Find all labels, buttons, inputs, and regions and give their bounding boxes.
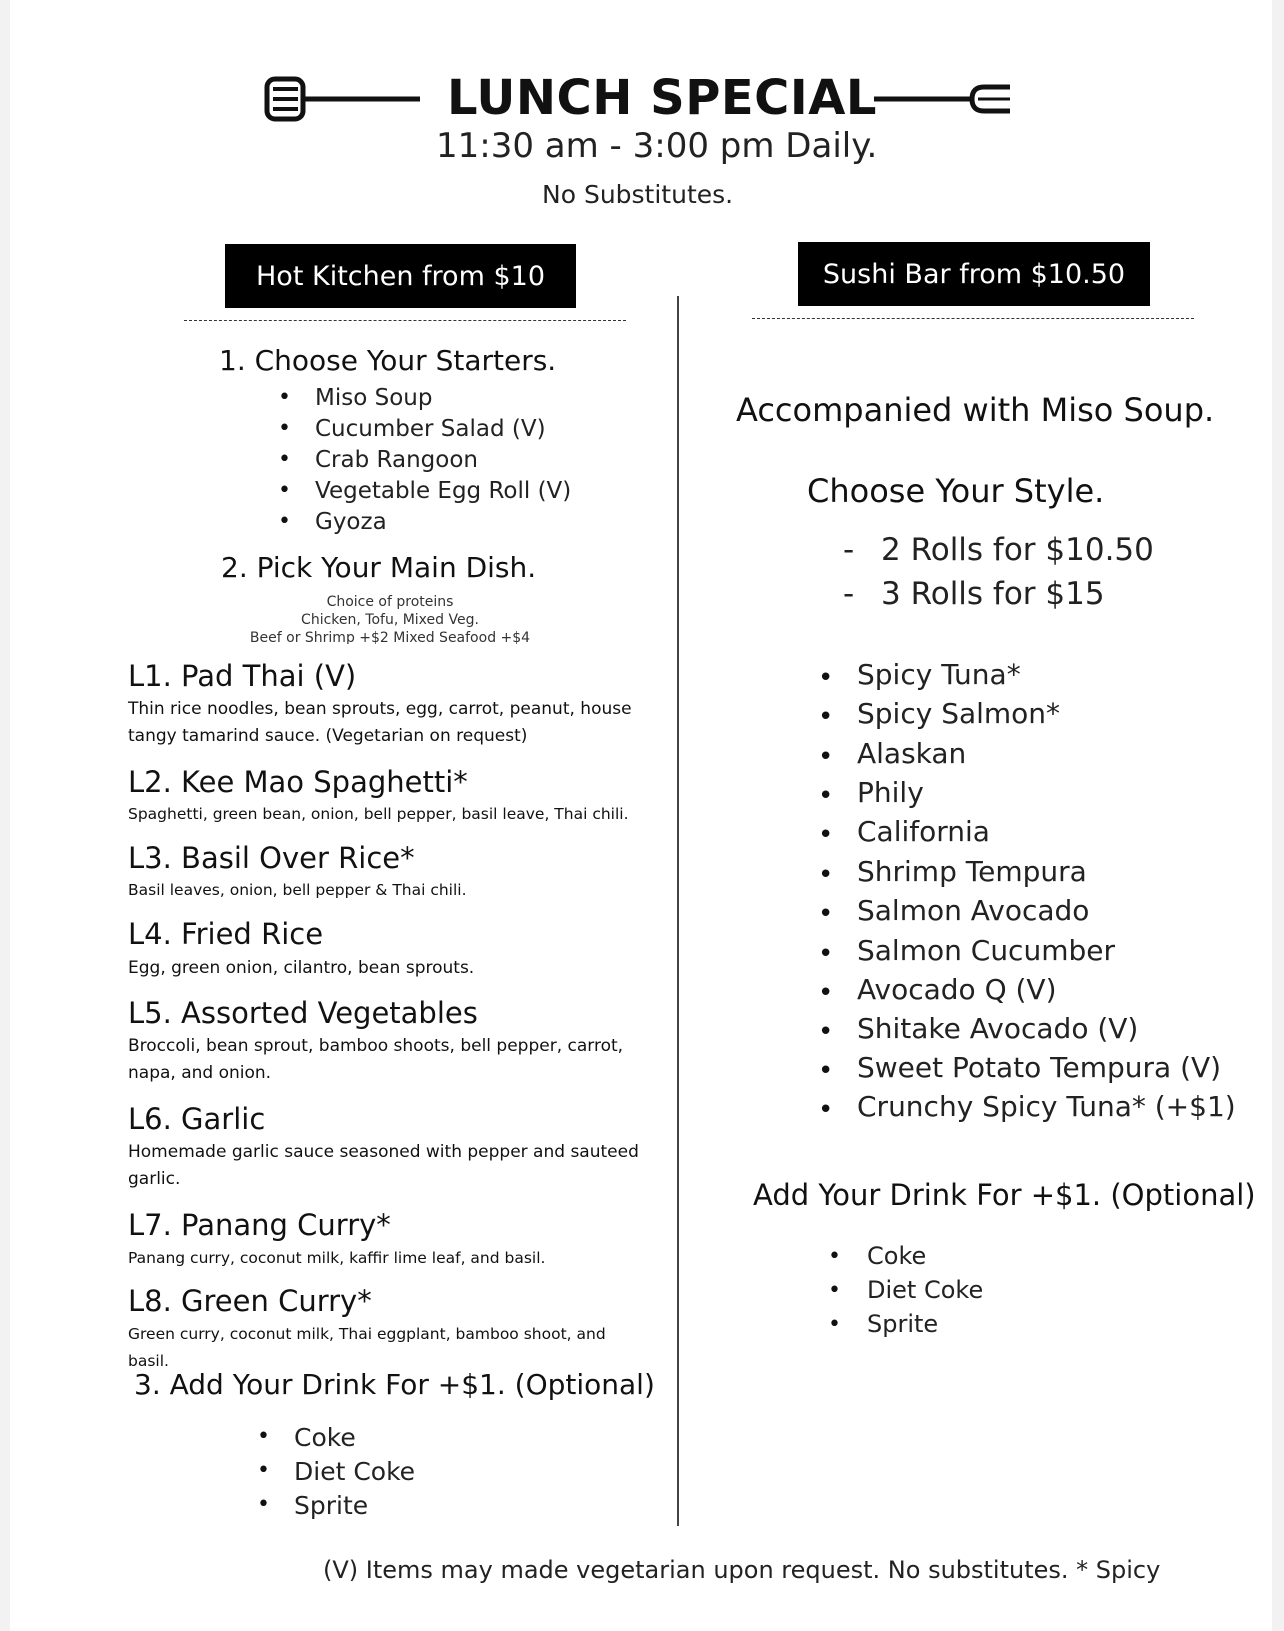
bullet-icon: • bbox=[278, 416, 291, 441]
step-main-dish: 2. Pick Your Main Dish. bbox=[221, 551, 537, 584]
bullet-icon: • bbox=[278, 447, 291, 472]
starter-item: Vegetable Egg Roll (V) bbox=[315, 478, 572, 504]
bullet-icon: • bbox=[278, 509, 291, 534]
drink-item: Sprite bbox=[294, 1491, 369, 1520]
bullet-icon: • bbox=[818, 1095, 834, 1125]
drink-item: Coke bbox=[867, 1242, 927, 1270]
bullet-icon: • bbox=[818, 820, 834, 850]
style-option: 2 Rolls for $10.50 bbox=[881, 532, 1154, 568]
page-title: LUNCH SPECIAL bbox=[447, 70, 877, 126]
hours-text: 11:30 am - 3:00 pm Daily. bbox=[436, 126, 878, 166]
protein-note: Chicken, Tofu, Mixed Veg. bbox=[301, 612, 479, 628]
bullet-icon: • bbox=[278, 478, 291, 503]
dash-icon: - bbox=[843, 576, 855, 612]
roll-item: Shitake Avocado (V) bbox=[857, 1012, 1139, 1045]
roll-item: Crunchy Spicy Tuna* (+$1) bbox=[857, 1090, 1236, 1123]
roll-item: Salmon Avocado bbox=[857, 894, 1090, 927]
menu-item-desc: Basil leaves, onion, bell pepper & Thai chili. bbox=[128, 881, 467, 899]
menu-item-desc: Panang curry, coconut milk, kaffir lime leaf, and basil. bbox=[128, 1249, 546, 1267]
bullet-icon: • bbox=[818, 1056, 834, 1086]
menu-item-title: L7. Panang Curry* bbox=[128, 1208, 391, 1242]
footer-note: (V) Items may made vegetarian upon request. No substitutes. * Spicy bbox=[323, 1556, 1161, 1584]
menu-item-title: L8. Green Curry* bbox=[128, 1284, 372, 1318]
bullet-icon: • bbox=[818, 860, 834, 890]
step-starters: 1. Choose Your Starters. bbox=[219, 344, 557, 377]
menu-item-title: L3. Basil Over Rice* bbox=[128, 841, 415, 875]
hot-kitchen-header: Hot Kitchen from $10 bbox=[225, 244, 576, 308]
menu-item-title: L4. Fried Rice bbox=[128, 917, 324, 951]
drink-item: Diet Coke bbox=[294, 1457, 416, 1486]
menu-item-desc: Spaghetti, green bean, onion, bell pepper, basil leave, Thai chili. bbox=[128, 805, 629, 823]
bullet-icon: • bbox=[818, 939, 834, 969]
bullet-icon: • bbox=[828, 1244, 841, 1269]
roll-item: Avocado Q (V) bbox=[857, 973, 1057, 1006]
protein-note: Beef or Shrimp +$2 Mixed Seafood +$4 bbox=[249, 630, 531, 644]
dash-icon: - bbox=[843, 532, 855, 568]
menu-item-desc: Green curry, coconut milk, Thai eggplant, bamboo shoot, and basil. bbox=[128, 1325, 606, 1370]
choose-style-heading: Choose Your Style. bbox=[807, 472, 1105, 510]
accompanied-text: Accompanied with Miso Soup. bbox=[736, 391, 1215, 429]
step-drink: 3. Add Your Drink For +$1. (Optional) bbox=[134, 1368, 655, 1401]
bullet-icon: • bbox=[818, 663, 834, 693]
bullet-icon: • bbox=[818, 742, 834, 772]
menu-item-desc: Broccoli, bean sprout, bamboo shoots, bell pepper, carrot, napa, and onion. bbox=[128, 1036, 624, 1083]
spatula-icon bbox=[264, 76, 424, 124]
sushi-bar-header: Sushi Bar from $10.50 bbox=[798, 242, 1150, 306]
fork-icon bbox=[872, 82, 1014, 116]
roll-item: Shrimp Tempura bbox=[857, 855, 1087, 888]
roll-item: Salmon Cucumber bbox=[857, 934, 1115, 967]
menu-item-title: L5. Assorted Vegetables bbox=[128, 996, 478, 1030]
no-substitutes-note: No Substitutes. bbox=[542, 180, 734, 209]
drink-item: Diet Coke bbox=[867, 1276, 984, 1304]
menu-item-desc: Egg, green onion, cilantro, bean sprouts. bbox=[128, 958, 475, 978]
column-divider bbox=[677, 296, 679, 1526]
roll-item: California bbox=[857, 815, 990, 848]
menu-item-desc: Thin rice noodles, bean sprouts, egg, carrot, peanut, house tangy tamarind sauce. (Vegetarian on request) bbox=[128, 699, 632, 746]
drink-heading-right: Add Your Drink For +$1. (Optional) bbox=[753, 1178, 1256, 1212]
roll-item: Spicy Salmon* bbox=[857, 697, 1061, 730]
roll-item: Spicy Tuna* bbox=[857, 658, 1021, 691]
starter-item: Gyoza bbox=[315, 509, 387, 535]
roll-item: Alaskan bbox=[857, 737, 967, 770]
menu-item-title: L1. Pad Thai (V) bbox=[128, 659, 357, 693]
bullet-icon: • bbox=[257, 1492, 270, 1517]
protein-note: Choice of proteins bbox=[326, 594, 454, 610]
drink-item: Coke bbox=[294, 1423, 356, 1452]
menu-item-title: L2. Kee Mao Spaghetti* bbox=[128, 765, 468, 799]
menu-item-desc: Homemade garlic sauce seasoned with pepper and sauteed garlic. bbox=[128, 1142, 639, 1189]
style-option: 3 Rolls for $15 bbox=[881, 576, 1105, 612]
bullet-icon: • bbox=[257, 1458, 270, 1483]
bullet-icon: • bbox=[818, 899, 834, 929]
divider-left bbox=[184, 320, 626, 321]
bullet-icon: • bbox=[828, 1312, 841, 1337]
divider-right bbox=[752, 318, 1194, 319]
bullet-icon: • bbox=[818, 781, 834, 811]
starter-item: Crab Rangoon bbox=[315, 447, 478, 473]
drink-item: Sprite bbox=[867, 1310, 939, 1338]
bullet-icon: • bbox=[257, 1424, 270, 1449]
bullet-icon: • bbox=[828, 1278, 841, 1303]
starter-item: Miso Soup bbox=[315, 385, 433, 411]
bullet-icon: • bbox=[818, 978, 834, 1008]
bullet-icon: • bbox=[818, 1017, 834, 1047]
bullet-icon: • bbox=[278, 385, 291, 410]
menu-item-title: L6. Garlic bbox=[128, 1102, 266, 1136]
roll-item: Phily bbox=[857, 776, 924, 809]
roll-item: Sweet Potato Tempura (V) bbox=[857, 1051, 1222, 1084]
bullet-icon: • bbox=[818, 702, 834, 732]
starter-item: Cucumber Salad (V) bbox=[315, 416, 546, 442]
